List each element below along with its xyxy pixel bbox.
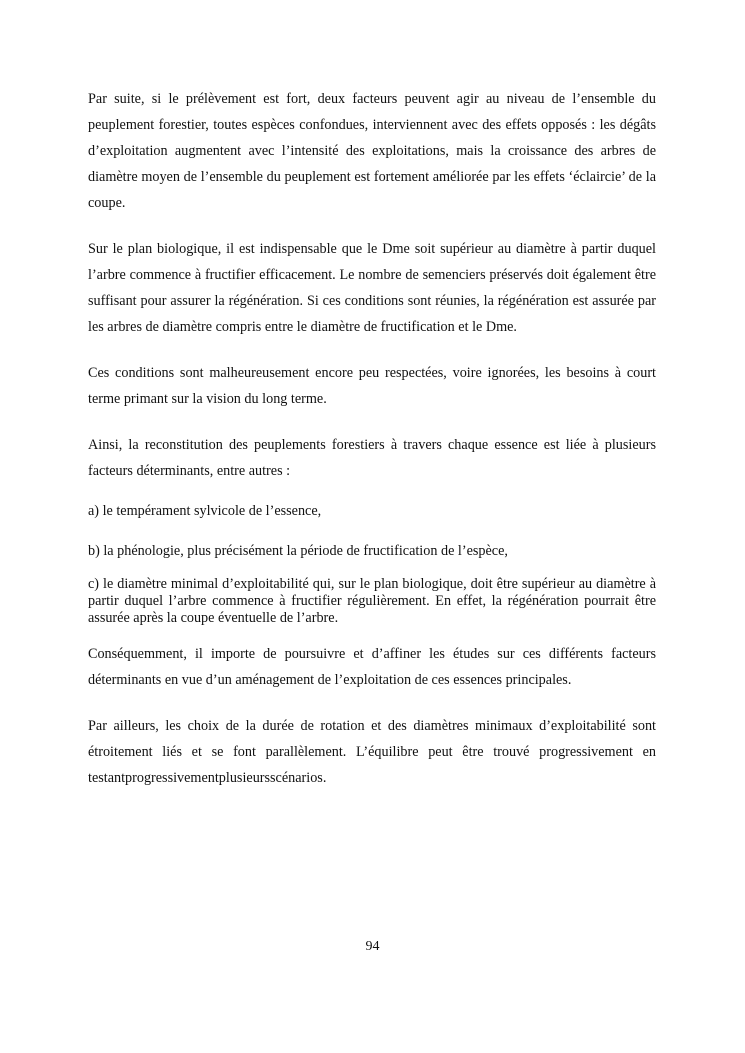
list-item-a: a) le tempérament sylvicole de l’essence, [88,503,322,519]
paragraph-conditions: Ces conditions sont malheureusement encore peu respectées, voire ignorées, les besoins à court terme primant sur la vision du long terme. [88,365,656,407]
paragraph-reconstitution: Ainsi, la reconstitution des peuplements forestiers à travers chaque essence est liée à plusieurs facteurs déterminants, entre autres : [88,437,656,479]
paragraph-harvest-effects: Par suite, si le prélèvement est fort, deux facteurs peuvent agir au niveau de l’ensemble du peuplement forestier, toutes espèces confondues, interviennent avec des effets opposés : les dégâts d’exploitation augmentent avec l’intensité des exploitations, mais la croissance des arbres de diamètre moyen de l’ensemble du peuplement est fortement améliorée par les effets ‘éclaircie’ de la coupe. [88,91,656,211]
page-body [88,86,656,791]
page-number: 94 [365,939,380,954]
paragraph-biological-plan: Sur le plan biologique, il est indispensable que le Dme soit supérieur au diamètre à partir duquel l’arbre commence à fructifier efficacement. Le nombre de semenciers préservés doit également être suffisant pour assurer la régénération. Si ces conditions sont réunies, la régénération est assurée par les arbres de diamètre compris entre le diamètre de fructification et le Dme. [88,241,656,335]
list-item-b: b) la phénologie, plus précisément la période de fructification de l’espèce, [88,543,508,559]
list-item-c: c) le diamètre minimal d’exploitabilité qui, sur le plan biologique, doit être supérieur au diamètre à partir duquel l’arbre commence à fructifier régulièrement. En effet, la régénération pourrait être assurée après la coupe éventuelle de l’arbre. [88,576,656,626]
paragraph-consequently: Conséquemment, il importe de poursuivre et d’affiner les études sur ces différents facteurs déterminants en vue d’un aménagement de l’exploitation de ces essences principales. [88,646,656,688]
paragraph-rotation: Par ailleurs, les choix de la durée de rotation et des diamètres minimaux d’exploitabilité sont étroitement liés et se font parallèlement. L’équilibre peut être trouvé progressivement en testantprogressivementplusieursscénarios. [88,718,656,786]
